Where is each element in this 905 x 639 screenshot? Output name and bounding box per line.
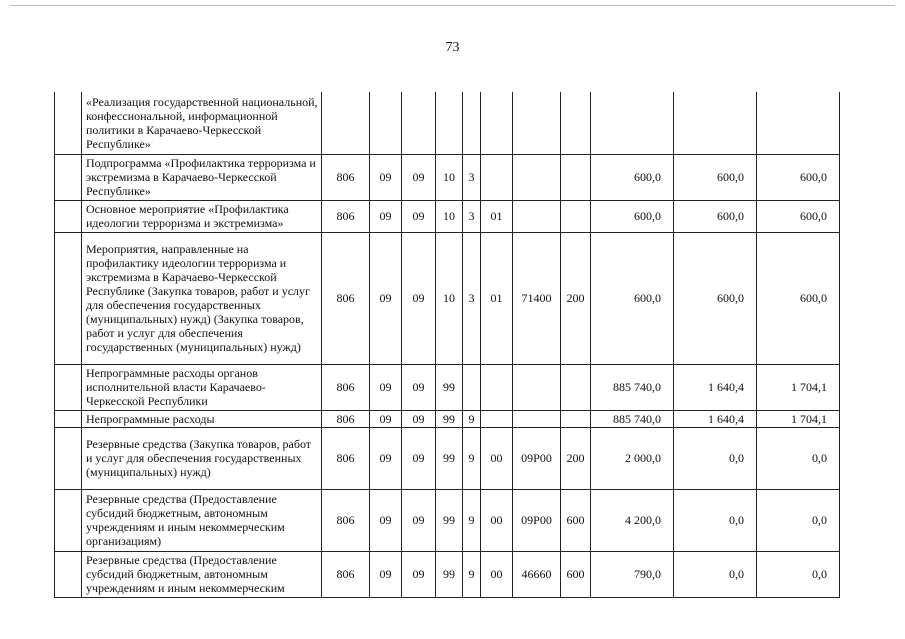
subsection-code: 09 — [402, 551, 436, 597]
amount-year-2: 1 640,4 — [674, 410, 757, 427]
expense-type-code — [561, 154, 591, 200]
budget-table-body — [55, 92, 840, 597]
item-name: Резервные средства (Предоставление субсидий бюджетным, автономным учреждениям и иным некоммерческим — [82, 551, 322, 597]
blank-cell — [55, 200, 82, 232]
activity-code — [481, 92, 513, 154]
ministry-code: 806 — [322, 410, 370, 427]
blank-cell — [55, 551, 82, 597]
activity-code: 00 — [481, 551, 513, 597]
subprogram-code — [463, 92, 481, 154]
expense-type-code: 600 — [561, 489, 591, 551]
program-code: 10 — [436, 232, 463, 364]
section-code: 09 — [370, 232, 402, 364]
table-row — [55, 427, 840, 489]
amount-year-1: 600,0 — [591, 200, 674, 232]
direction-code: 71400 — [513, 232, 561, 364]
table-row — [55, 364, 840, 410]
amount-year-2: 0,0 — [674, 551, 757, 597]
blank-cell — [55, 410, 82, 427]
activity-code: 01 — [481, 232, 513, 364]
item-name: Непрограммные расходы — [82, 410, 322, 427]
activity-code — [481, 410, 513, 427]
amount-year-3: 0,0 — [757, 551, 840, 597]
ministry-code: 806 — [322, 551, 370, 597]
activity-code: 00 — [481, 427, 513, 489]
ministry-code: 806 — [322, 154, 370, 200]
amount-year-1: 600,0 — [591, 232, 674, 364]
blank-cell — [55, 92, 82, 154]
section-code: 09 — [370, 427, 402, 489]
page-top-rule — [10, 5, 895, 6]
subsection-code: 09 — [402, 364, 436, 410]
amount-year-2: 0,0 — [674, 489, 757, 551]
blank-cell — [55, 427, 82, 489]
blank-cell — [55, 232, 82, 364]
subsection-code: 09 — [402, 232, 436, 364]
page-number: 73 — [445, 40, 460, 55]
direction-code — [513, 92, 561, 154]
program-code: 10 — [436, 200, 463, 232]
expense-type-code — [561, 364, 591, 410]
section-code: 09 — [370, 154, 402, 200]
subprogram-code: 9 — [463, 427, 481, 489]
subsection-code — [402, 92, 436, 154]
amount-year-2: 1 640,4 — [674, 364, 757, 410]
ministry-code: 806 — [322, 489, 370, 551]
expense-type-code: 200 — [561, 232, 591, 364]
amount-year-1: 790,0 — [591, 551, 674, 597]
item-name: Резервные средства (Предоставление субсидий бюджетным, автономным учреждениям и иным некоммерческим организациям) — [82, 489, 322, 551]
activity-code — [481, 154, 513, 200]
ministry-code: 806 — [322, 232, 370, 364]
amount-year-2: 600,0 — [674, 232, 757, 364]
program-code: 10 — [436, 154, 463, 200]
amount-year-2: 600,0 — [674, 154, 757, 200]
item-name: «Реализация государственной национальной, конфессиональной, информационной политики в Карачаево-Черкесской Республике» — [82, 92, 322, 154]
item-name: Основное мероприятие «Профилактика идеологии терроризма и экстремизма» — [82, 200, 322, 232]
program-code: 99 — [436, 551, 463, 597]
ministry-code: 806 — [322, 200, 370, 232]
activity-code — [481, 364, 513, 410]
amount-year-1 — [591, 92, 674, 154]
program-code: 99 — [436, 489, 463, 551]
subprogram-code: 3 — [463, 232, 481, 364]
budget-table — [54, 92, 840, 598]
amount-year-3 — [757, 92, 840, 154]
amount-year-1: 600,0 — [591, 154, 674, 200]
amount-year-2 — [674, 92, 757, 154]
blank-cell — [55, 489, 82, 551]
amount-year-3: 1 704,1 — [757, 410, 840, 427]
amount-year-3: 600,0 — [757, 232, 840, 364]
section-code — [370, 92, 402, 154]
amount-year-2: 0,0 — [674, 427, 757, 489]
item-name: Мероприятия, направленные на профилактику идеологии терроризма и экстремизма в Карачаево-Черкесской Республике (Закупка товаров, работ и услуг для обеспечения государственных (муниципальных) нужд) (Закупка товаров, работ и услуг для обеспечения государственных (муниципальных) нужд) — [82, 232, 322, 364]
direction-code: 46660 — [513, 551, 561, 597]
table-row — [55, 551, 840, 597]
expense-type-code — [561, 200, 591, 232]
section-code: 09 — [370, 410, 402, 427]
item-name: Подпрограмма «Профилактика терроризма и экстремизма в Карачаево-Черкесской Республике» — [82, 154, 322, 200]
blank-cell — [55, 364, 82, 410]
program-code — [436, 92, 463, 154]
subsection-code: 09 — [402, 200, 436, 232]
blank-cell — [55, 154, 82, 200]
amount-year-3: 0,0 — [757, 427, 840, 489]
amount-year-1: 885 740,0 — [591, 364, 674, 410]
amount-year-3: 1 704,1 — [757, 364, 840, 410]
section-code: 09 — [370, 364, 402, 410]
subprogram-code — [463, 364, 481, 410]
subsection-code: 09 — [402, 489, 436, 551]
program-code: 99 — [436, 427, 463, 489]
amount-year-2: 600,0 — [674, 200, 757, 232]
table-row — [55, 200, 840, 232]
activity-code: 01 — [481, 200, 513, 232]
direction-code — [513, 364, 561, 410]
amount-year-1: 4 200,0 — [591, 489, 674, 551]
direction-code: 09Р00 — [513, 489, 561, 551]
program-code: 99 — [436, 410, 463, 427]
expense-type-code — [561, 410, 591, 427]
table-row — [55, 232, 840, 364]
table-row — [55, 410, 840, 427]
direction-code — [513, 410, 561, 427]
subsection-code: 09 — [402, 154, 436, 200]
activity-code: 00 — [481, 489, 513, 551]
table-row — [55, 92, 840, 154]
direction-code — [513, 200, 561, 232]
subprogram-code: 9 — [463, 551, 481, 597]
subprogram-code: 9 — [463, 489, 481, 551]
ministry-code — [322, 92, 370, 154]
item-name: Резервные средства (Закупка товаров, работ и услуг для обеспечения государственных (муниципальных) нужд) — [82, 427, 322, 489]
amount-year-3: 0,0 — [757, 489, 840, 551]
program-code: 99 — [436, 364, 463, 410]
subprogram-code: 3 — [463, 200, 481, 232]
table-row — [55, 489, 840, 551]
expense-type-code — [561, 92, 591, 154]
table-row — [55, 154, 840, 200]
amount-year-1: 885 740,0 — [591, 410, 674, 427]
direction-code — [513, 154, 561, 200]
direction-code: 09Р00 — [513, 427, 561, 489]
subprogram-code: 3 — [463, 154, 481, 200]
amount-year-1: 2 000,0 — [591, 427, 674, 489]
ministry-code: 806 — [322, 364, 370, 410]
section-code: 09 — [370, 551, 402, 597]
expense-type-code: 200 — [561, 427, 591, 489]
subprogram-code: 9 — [463, 410, 481, 427]
item-name: Непрограммные расходы органов исполнительной власти Карачаево-Черкесской Республики — [82, 364, 322, 410]
subsection-code: 09 — [402, 410, 436, 427]
subsection-code: 09 — [402, 427, 436, 489]
section-code: 09 — [370, 200, 402, 232]
amount-year-3: 600,0 — [757, 200, 840, 232]
ministry-code: 806 — [322, 427, 370, 489]
amount-year-3: 600,0 — [757, 154, 840, 200]
section-code: 09 — [370, 489, 402, 551]
expense-type-code: 600 — [561, 551, 591, 597]
